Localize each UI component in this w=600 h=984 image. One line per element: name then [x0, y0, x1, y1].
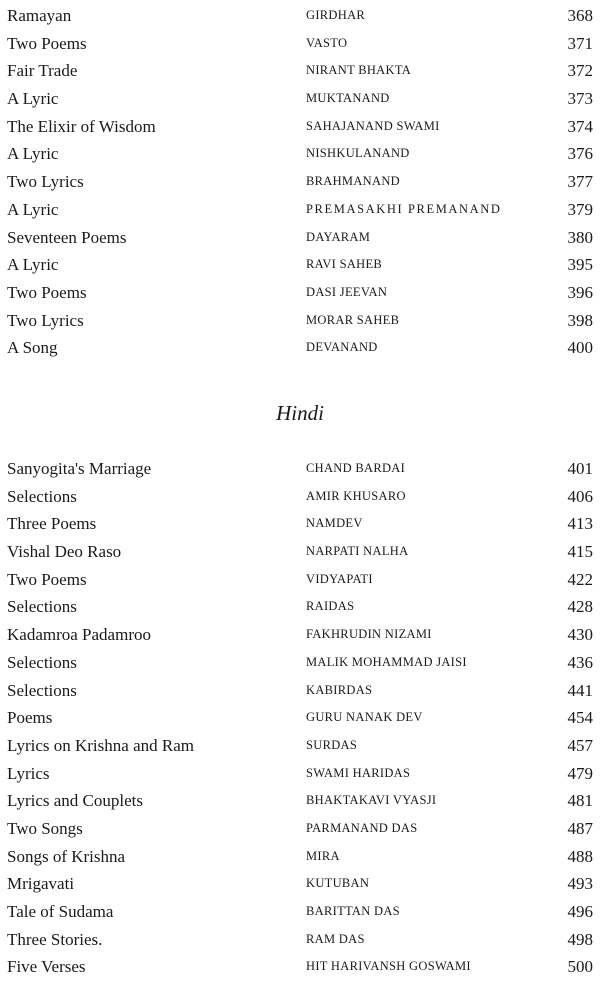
- entry-page-number: 422: [567, 569, 593, 589]
- contents-entry: [0, 251, 600, 279]
- contents-entry: [0, 760, 600, 788]
- entry-title: Kadamroa Padamroo: [7, 625, 151, 645]
- entry-title: Two Songs: [7, 818, 83, 838]
- entry-title: Lyrics: [7, 763, 50, 783]
- entry-page-number: 395: [567, 255, 593, 275]
- entry-author: BHAKTAKAVI VYASJI: [306, 793, 437, 808]
- entry-page-number: 373: [567, 89, 593, 109]
- contents-entry: [0, 85, 600, 113]
- entry-title: Selections: [7, 652, 77, 672]
- entry-author: GIRDHAR: [306, 8, 366, 22]
- section-heading-hindi: Hindi: [276, 401, 324, 425]
- entry-title: Five Verses: [7, 957, 86, 977]
- entry-title: Vishal Deo Raso: [7, 542, 122, 562]
- entry-title: Three Stories.: [7, 929, 103, 949]
- contents-list-first: [0, 2, 600, 362]
- entry-title: Two Lyrics: [7, 310, 84, 330]
- entry-title: Ramayan: [7, 6, 72, 25]
- entry-author: DAYARAM: [306, 229, 371, 244]
- entry-page-number: 479: [567, 763, 593, 783]
- entry-author: SAHAJANAND SWAMI: [306, 118, 440, 133]
- entry-title: Songs of Krishna: [7, 846, 126, 866]
- entry-title: Two Poems: [7, 282, 87, 302]
- entry-title: Selections: [7, 597, 77, 617]
- entry-title: Poems: [7, 708, 53, 728]
- contents-entry: [0, 593, 600, 621]
- contents-entry: [0, 566, 600, 594]
- entry-author: RAM DAS: [306, 931, 365, 946]
- entry-author: KUTUBAN: [306, 876, 370, 891]
- entry-page-number: 498: [567, 929, 593, 949]
- entry-title: Sanyogita's Marriage: [7, 459, 152, 478]
- contents-entry: [0, 30, 600, 58]
- entry-title: Lyrics and Couplets: [7, 791, 143, 811]
- entry-page-number: 380: [567, 227, 593, 247]
- entry-page-number: 398: [567, 310, 593, 330]
- entry-author: AMIR KHUSARO: [306, 488, 406, 503]
- contents-entry: [0, 538, 600, 566]
- contents-entry: [0, 898, 600, 926]
- entry-title: Tale of Sudama: [7, 902, 114, 921]
- entry-page-number: 372: [567, 61, 593, 81]
- entry-page-number: 377: [567, 172, 593, 192]
- entry-page-number: 496: [567, 902, 593, 921]
- entry-page-number: 481: [567, 791, 593, 811]
- entry-author: PARMANAND DAS: [306, 820, 418, 835]
- entry-title: The Elixir of Wisdom: [7, 116, 156, 136]
- contents-entry: [0, 113, 600, 141]
- contents-entry: [0, 2, 600, 30]
- entry-author: GURU NANAK DEV: [306, 710, 423, 725]
- entry-page-number: 500: [567, 957, 593, 977]
- entry-title: Mrigavati: [7, 874, 75, 894]
- entry-author: MIRA: [306, 848, 340, 863]
- entry-page-number: 488: [567, 846, 593, 866]
- contents-entry: [0, 510, 600, 538]
- entry-page-number: 454: [567, 708, 593, 728]
- entry-title: Three Poems: [7, 514, 97, 534]
- contents-entry: [0, 57, 600, 85]
- entry-author: MUKTANAND: [306, 91, 390, 106]
- contents-entry: [0, 140, 600, 168]
- entry-title: Two Lyrics: [7, 172, 84, 192]
- contents-entry: [0, 649, 600, 677]
- entry-author: VIDYAPATI: [306, 571, 373, 586]
- contents-entry: [0, 843, 600, 871]
- entry-title: A Lyric: [7, 89, 59, 109]
- contents-entry: [0, 704, 600, 732]
- entry-author: MORAR SAHEB: [306, 312, 400, 327]
- entry-page-number: 371: [567, 33, 593, 53]
- entry-author: FAKHRUDIN NIZAMI: [306, 627, 432, 642]
- entry-title: Lyrics on Krishna and Ram: [7, 735, 194, 755]
- entry-page-number: 374: [567, 116, 593, 136]
- entry-page-number: 441: [567, 680, 593, 700]
- contents-entry: [0, 815, 600, 843]
- entry-page-number: 436: [567, 652, 593, 672]
- entry-author: RAVI SAHEB: [306, 257, 383, 272]
- entry-author: VASTO: [306, 35, 348, 50]
- contents-entry: [0, 168, 600, 196]
- contents-entry: [0, 677, 600, 705]
- contents-entry: [0, 926, 600, 954]
- entry-page-number: 430: [567, 625, 593, 645]
- entry-author: KABIRDAS: [306, 682, 373, 697]
- entry-title: Two Poems: [7, 569, 87, 589]
- entry-page-number: 379: [567, 199, 593, 219]
- entry-page-number: 493: [567, 874, 593, 894]
- entry-page-number: 368: [567, 6, 593, 25]
- entry-author: BARITTAN DAS: [306, 904, 400, 918]
- contents-entry: [0, 334, 600, 362]
- entry-title: A Lyric: [7, 199, 59, 219]
- entry-title: Seventeen Poems: [7, 227, 127, 247]
- entry-title: Selections: [7, 680, 77, 700]
- entry-page-number: 457: [567, 735, 593, 755]
- entry-author: HIT HARIVANSH GOSWAMI: [306, 959, 471, 974]
- contents-entry: [0, 224, 600, 252]
- contents-entry: [0, 787, 600, 815]
- entry-page-number: 401: [567, 459, 593, 478]
- entry-author: CHAND BARDAI: [306, 461, 406, 475]
- contents-entry: [0, 279, 600, 307]
- contents-entry: [0, 732, 600, 760]
- entry-page-number: 487: [567, 818, 593, 838]
- entry-title: A Lyric: [7, 255, 59, 275]
- entry-author: DEVANAND: [306, 340, 378, 355]
- entry-page-number: 406: [567, 486, 593, 506]
- entry-title: A Lyric: [7, 144, 59, 164]
- entry-author: DASI JEEVAN: [306, 284, 388, 299]
- contents-entry: [0, 196, 600, 224]
- entry-page-number: 400: [567, 338, 593, 358]
- contents-entry: [0, 870, 600, 898]
- entry-page-number: 413: [567, 514, 593, 534]
- contents-list-hindi: [0, 455, 600, 981]
- entry-author: RAIDAS: [306, 599, 355, 614]
- entry-page-number: 376: [567, 144, 593, 164]
- entry-title: Two Poems: [7, 33, 87, 53]
- entry-author: PREMASAKHI PREMANAND: [306, 201, 502, 216]
- contents-entry: [0, 953, 600, 981]
- entry-page-number: 428: [567, 597, 593, 617]
- entry-title: A Song: [7, 338, 58, 358]
- entry-page-number: 396: [567, 282, 593, 302]
- entry-author: NARPATI NALHA: [306, 544, 409, 559]
- entry-author: NAMDEV: [306, 516, 363, 531]
- contents-entry: [0, 455, 600, 483]
- contents-entry: [0, 621, 600, 649]
- entry-author: NISHKULANAND: [306, 146, 410, 161]
- entry-page-number: 415: [567, 542, 593, 562]
- entry-author: BRAHMANAND: [306, 174, 400, 189]
- entry-title: Selections: [7, 486, 77, 506]
- entry-author: SWAMI HARIDAS: [306, 765, 411, 780]
- entry-author: MALIK MOHAMMAD JAISI: [306, 654, 467, 669]
- contents-entry: [0, 483, 600, 511]
- entry-author: SURDAS: [306, 737, 358, 752]
- entry-author: NIRANT BHAKTA: [306, 63, 412, 78]
- entry-title: Fair Trade: [7, 61, 78, 81]
- contents-entry: [0, 307, 600, 335]
